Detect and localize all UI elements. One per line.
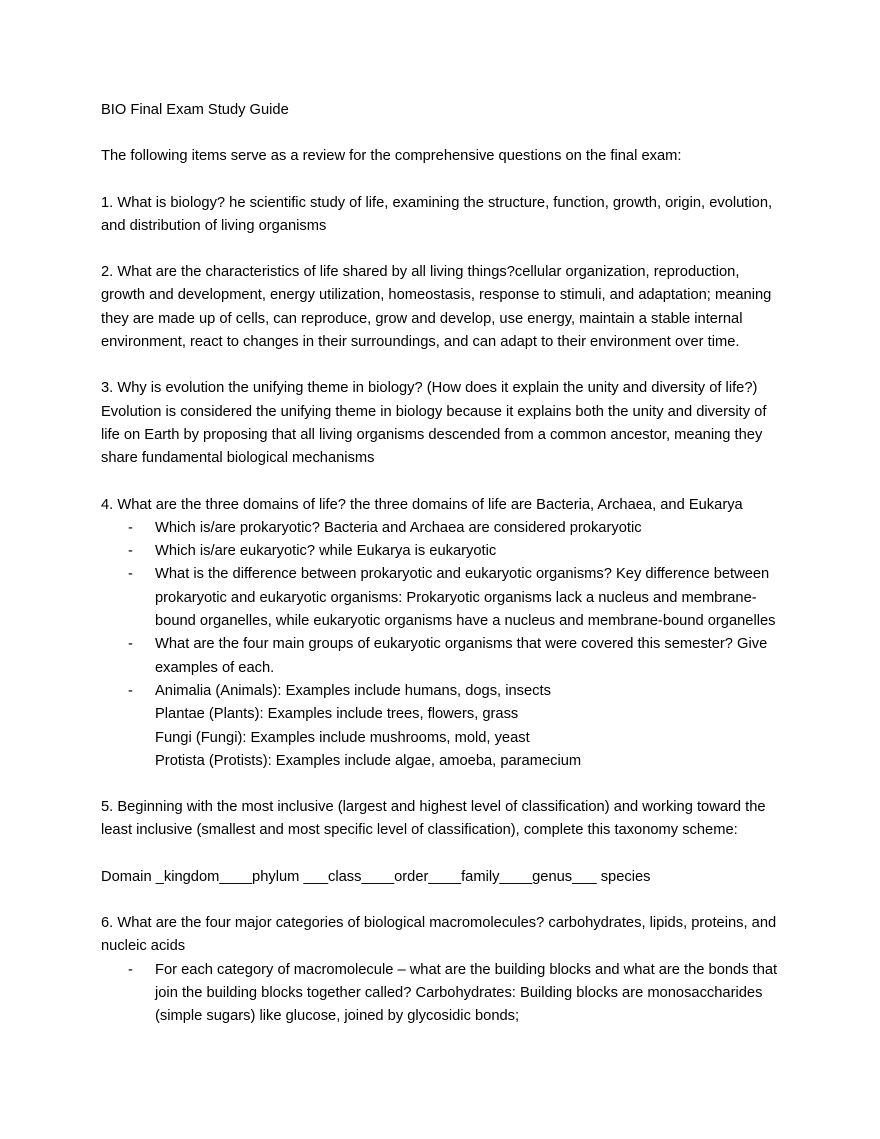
list-item <box>101 959 780 1029</box>
taxonomy-scheme-line: Domain _kingdom____phylum ___class____order____family____genus___ species <box>101 868 651 885</box>
list-item-label: Which is/are prokaryotic? Bacteria and Archaea are considered prokaryotic <box>155 519 642 536</box>
bullet-dash: - <box>128 543 133 560</box>
bullet-dash: - <box>128 519 133 536</box>
question-4-bullet-list <box>101 517 780 773</box>
group-line-plantae: Plantae (Plants): Examples include trees, flowers, grass <box>155 706 519 723</box>
list-item <box>101 517 780 540</box>
intro-paragraph: The following items serve as a review for the comprehensive questions on the final exam: <box>101 148 682 165</box>
list-item-label: For each category of macromolecule – what are the building blocks and what are the bonds that join the building blocks together called? Carbohydrates: Building blocks are monosaccharides (simple sugars) like glucose, joined by glycosidic bonds; <box>155 961 778 1025</box>
question-4: 4. What are the three domains of life? the three domains of life are Bacteria, Archaea, and Eukarya <box>101 496 743 513</box>
spacer <box>101 773 780 796</box>
group-line-fungi: Fungi (Fungi): Examples include mushrooms, mold, yeast <box>155 729 530 746</box>
group-line-protista: Protista (Protists): Examples include algae, amoeba, paramecium <box>155 752 582 769</box>
list-item-label: What is the difference between prokaryotic and eukaryotic organisms? Key difference between prokaryotic and eukaryotic organisms: Prokaryotic organisms lack a nucleus and membrane-bound organelles, while eukaryotic organisms have a nucleus and membrane-bound organelles <box>155 566 776 630</box>
page-title: BIO Final Exam Study Guide <box>101 102 289 118</box>
bullet-dash: - <box>128 636 133 653</box>
list-item-label: What are the four main groups of eukaryotic organisms that were covered this semester? Give examples of each. <box>155 636 768 676</box>
question-6: 6. What are the four major categories of biological macromolecules? carbohydrates, lipids, proteins, and nucleic acids <box>101 915 777 955</box>
bullet-dash: - <box>128 566 133 583</box>
bullet-dash: - <box>128 961 133 978</box>
list-item <box>101 633 780 680</box>
question-2: 2. What are the characteristics of life shared by all living things?cellular organization, reproduction, growth and development, energy utilization, homeostasis, response to stimuli, and adaptation; meaning they are made up of cells, can reproduce, grow and develop, use energy, maintain a stable internal environment, react to changes in their surroundings, and can adapt to their environment over time. <box>101 264 772 351</box>
eukaryote-group-lines <box>101 703 780 773</box>
question-1: 1. What is biology? he scientific study of life, examining the structure, function, growth, origin, evolution, and distribution of living organisms <box>101 194 773 234</box>
question-6-bullet-list <box>101 959 780 1029</box>
list-item <box>101 680 780 703</box>
list-item-label: Which is/are eukaryotic? while Eukarya is eukaryotic <box>155 543 497 560</box>
list-item <box>101 563 780 633</box>
list-item-label: Animalia (Animals): Examples include humans, dogs, insects <box>155 682 551 699</box>
document-body <box>101 99 780 1029</box>
question-5: 5. Beginning with the most inclusive (largest and highest level of classification) and working toward the least inclusive (smallest and most specific level of classification), complete this taxonomy scheme: <box>101 799 766 839</box>
list-item <box>101 540 780 563</box>
bullet-dash: - <box>128 682 133 699</box>
question-3: 3. Why is evolution the unifying theme in biology? (How does it explain the unity and diversity of life?) Evolution is considered the unifying theme in biology because it explains both the unity and diversity of life on Earth by proposing that all living organisms descended from a common ancestor, meaning they share fundamental biological mechanisms <box>101 380 767 467</box>
